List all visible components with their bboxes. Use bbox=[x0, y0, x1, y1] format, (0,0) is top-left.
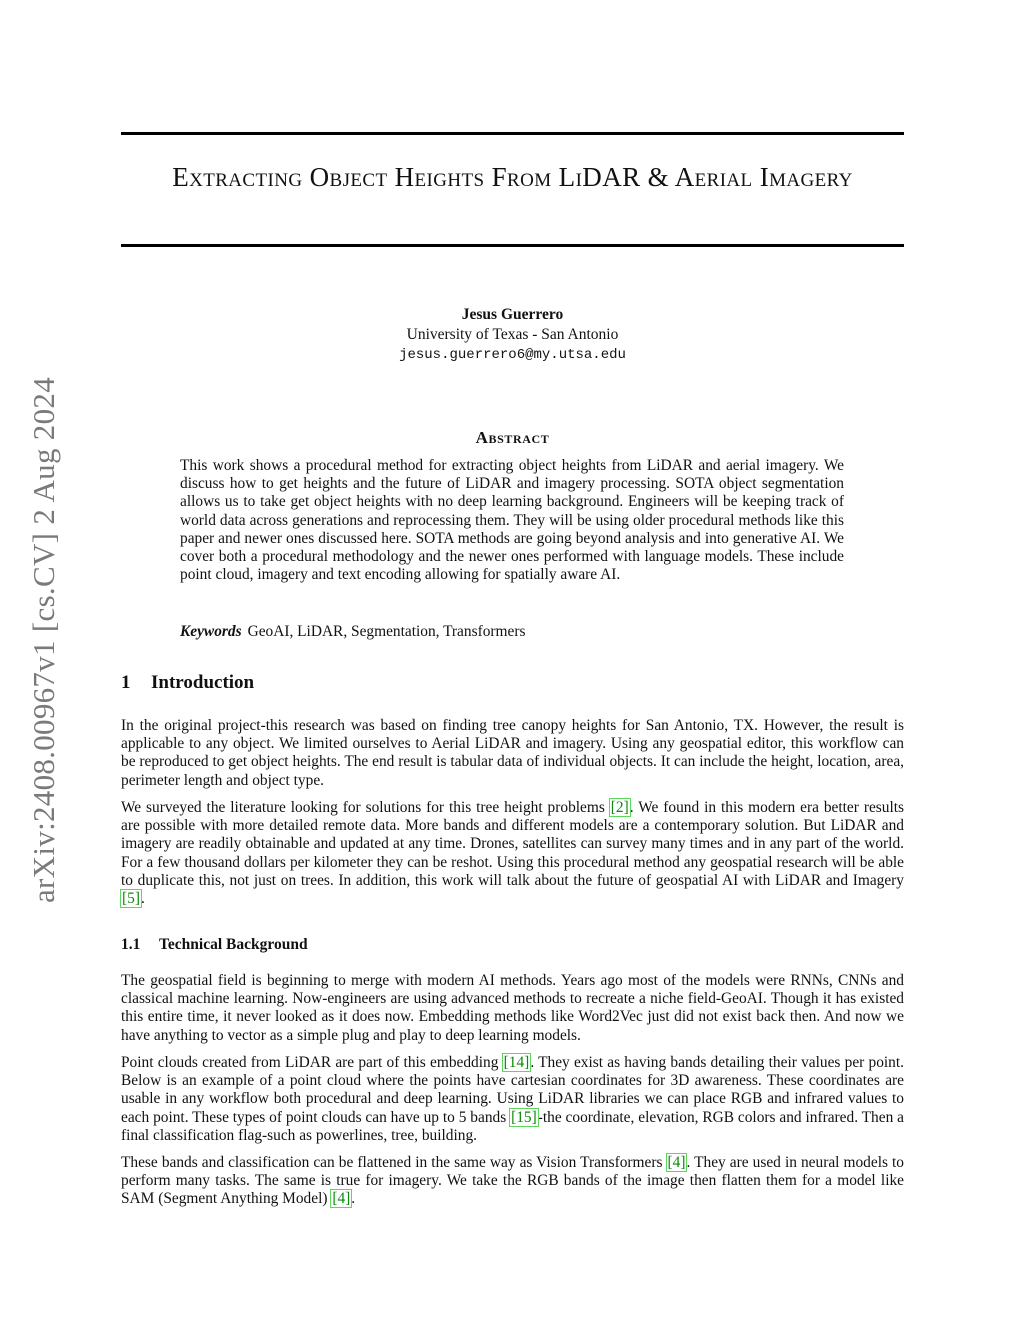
citation-link[interactable]: [4] bbox=[332, 1190, 351, 1208]
section-heading-introduction bbox=[121, 671, 904, 695]
title-top-rule bbox=[121, 132, 904, 135]
text-run: . We found in this modern era better results are possible with more detailed remote data. More bands and different models are a contemporary solution. But LiDAR and imagery are readily obtainable and updated at any time. Drones, satellites can survey many times and in any part of the world. For a few thousand dollars per kilometer they can be reshot. Using this procedural method any geospatial research will be able to duplicate this, not just on trees. In addition, this work will talk about the future of geospatial AI with LiDAR and Imagery bbox=[121, 799, 904, 889]
background-paragraph-3 bbox=[121, 1154, 904, 1209]
subsection-number: 1.1 bbox=[121, 936, 141, 953]
text-run: . They exist as having bands detailing their values per point. Below is an example of a point cloud where the points have cartesian coordinates for 3D awareness. These coordinates are usable in any workflow both procedural and deep learning. Using LiDAR libraries we can place RGB and infrared values to each point. These types of point clouds can have up to 5 bands bbox=[121, 1054, 904, 1126]
author-block bbox=[121, 305, 904, 365]
keywords-text: GeoAI, LiDAR, Segmentation, Transformers bbox=[247, 623, 526, 640]
section-title: Introduction bbox=[151, 672, 255, 693]
citation-link[interactable]: [5] bbox=[122, 890, 140, 908]
background-paragraph-1: The geospatial field is beginning to merge with modern AI methods. Years ago most of the models were RNNs, CNNs and classical machine learning. Now-engineers are using advanced methods to recreate a niche field-GeoAI. Though it has existed this entire time, it never looked as it does now. Embedding methods like Word2Vec just did not exist back then. And now we have anything to vector as a simple plug and play to deep learning models. bbox=[121, 972, 904, 1044]
abstract-text: This work shows a procedural method for extracting object heights from LiDAR and aerial imagery. We discuss how to get heights and the future of LiDAR and imagery processing. SOTA object segmentation allows us to take get object heights with no deep learning background. Engineers will be keeping track of world data across generations and reprocessing them. They will be using older procedural methods like this paper and newer ones discussed here. SOTA methods are going beyond analysis and into generative AI. We cover both a procedural methodology and the newer ones performed with language models. These include point cloud, imagery and text encoding allowing for spatially aware AI. bbox=[180, 457, 844, 584]
author-email: jesus.guerrero6@my.utsa.edu bbox=[399, 347, 626, 363]
text-run: . bbox=[140, 890, 145, 908]
paper-title: Extracting Object Heights From LiDAR & Aerial Imagery bbox=[172, 162, 853, 192]
intro-paragraph-1: In the original project-this research was based on finding tree canopy heights for San Antonio, TX. However, the result is applicable to any object. We limited ourselves to Aerial LiDAR and imagery. Using any geospatial editor, this workflow can be reproduced to get object heights. The end result is tabular data of individual objects. It can include the height, location, area, perimeter length and object type. bbox=[121, 717, 904, 789]
title-bottom-rule bbox=[121, 244, 904, 247]
author-affiliation: University of Texas - San Antonio bbox=[406, 326, 619, 343]
keywords-label: Keywords bbox=[180, 623, 242, 640]
author-name: Jesus Guerrero bbox=[461, 306, 564, 323]
citation-link[interactable]: [2] bbox=[610, 799, 629, 816]
abstract-heading: Abstract bbox=[475, 428, 550, 447]
citation-link[interactable]: [14] bbox=[503, 1054, 530, 1071]
section-number: 1 bbox=[121, 672, 131, 693]
citation-link[interactable]: [15] bbox=[511, 1108, 537, 1126]
text-run: -the coordinate, elevation, RGB colors and infrared. Then a final classification flag-such as powerlines, tree, building. bbox=[121, 1108, 904, 1144]
background-paragraph-2 bbox=[121, 1054, 904, 1145]
text-run: Point clouds created from LiDAR are part of this embedding bbox=[121, 1054, 503, 1071]
text-run: . They are used in neural models to perform many tasks. The same is true for imagery. We take the RGB bands of the image then flatten them for a model like SAM (Segment Anything Model) bbox=[121, 1154, 905, 1208]
intro-paragraph-2 bbox=[121, 799, 904, 908]
text-run: . bbox=[351, 1190, 356, 1208]
text-run: We surveyed the literature looking for solutions for this tree height problems bbox=[121, 799, 610, 816]
keywords-line bbox=[180, 623, 844, 641]
text-run: These bands and classification can be flattened in the same way as Vision Transformers bbox=[121, 1154, 667, 1171]
arxiv-stamp: arXiv:2408.00967v1 [cs.CV] 2 Aug 2024 bbox=[26, 376, 61, 904]
citation-link[interactable]: [4] bbox=[667, 1154, 686, 1171]
subsection-title: Technical Background bbox=[159, 936, 308, 953]
subsection-heading-technical-background bbox=[121, 935, 904, 955]
